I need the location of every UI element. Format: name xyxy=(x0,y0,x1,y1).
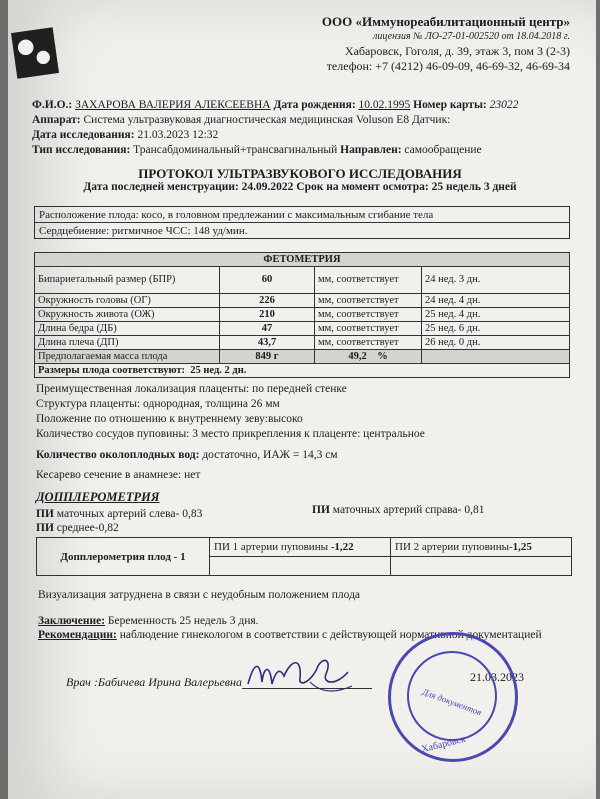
placenta-location: Преимущественная локализация плаценты: по передней стенке xyxy=(36,383,347,395)
clinic-logo-icon xyxy=(11,27,59,78)
recommendations: Рекомендации: наблюдение гинекологом в соответствии с действующей нормативной документацией xyxy=(38,629,542,641)
fetometry-title: ФЕТОМЕТРИЯ xyxy=(35,253,570,267)
amniotic-fluid: Количество околоплодных вод: достаточно, ИАЖ = 14,3 см xyxy=(36,449,338,461)
card-number: 23022 xyxy=(489,99,519,111)
doctor-date: 21.03.2023 xyxy=(470,670,524,684)
clinic-phone: телефон: +7 (4212) 46-09-09, 46-69-32, 46-69-34 xyxy=(326,59,570,73)
fetus-position: Расположение плода: косо, в головном предлежании с максимальным сгибание тела xyxy=(35,207,570,223)
clinic-license: лицензия № ЛО-27-01-002520 от 18.04.2018 г. xyxy=(373,31,570,42)
clinic-address: Хабаровск, Гоголя, д. 39, этаж 3, пом 3 (2-3) xyxy=(344,44,570,58)
study-type-line: Тип исследования: Трансабдоминальный+трансвагинальный Направлен: самообращение xyxy=(32,144,482,156)
signature-icon xyxy=(240,652,360,696)
visualization-note: Визуализация затруднена в связи с неудобным положением плода xyxy=(38,589,361,601)
heartbeat: Сердцебиение: ритмичное ЧСС: 148 уд/мин. xyxy=(35,223,570,239)
protocol-subtitle: Дата последней менструации: 24.09.2022 Срок на момент осмотра: 25 недель 3 дней xyxy=(83,181,517,193)
clinic-name: ООО «Иммунореабилитационный центр» xyxy=(321,14,570,29)
umbilical-vessels: Количество сосудов пуповины: 3 место прикрепления к плаценте: центральное xyxy=(36,428,425,440)
placenta-position: Положение по отношению к внутреннему зеву:высоко xyxy=(36,413,303,425)
doppler-left: ПИ маточных артерий слева- 0,83 xyxy=(36,508,203,520)
doctor-line: Врач :Бабичева Ирина Валерьевна xyxy=(66,675,242,689)
doppler-table-label: Допплерометрия плод - 1 xyxy=(37,538,210,576)
clinic-stamp xyxy=(388,632,518,762)
doppler-table xyxy=(36,537,572,576)
table-row: Длина бедра (ДБ) 47 мм, соответствует 25 нед. 6 дн. xyxy=(35,322,570,336)
clinic-header xyxy=(300,14,570,74)
summary-row: Размеры плода соответствуют: 25 нед. 2 дн. xyxy=(35,364,570,378)
artery-1-pi: ПИ 1 артерии пуповины -1,22 xyxy=(210,538,391,557)
device-line: Аппарат: Система ультразвуковая диагностическая медицинская Voluson E8 Датчик: xyxy=(32,114,451,126)
stamp-city: Хабаровск xyxy=(420,733,467,756)
conclusion: Заключение: Беременность 25 недель 3 дня. xyxy=(38,615,259,627)
doctor-name: Бабичева Ирина Валерьевна xyxy=(97,675,242,689)
patient-name: ЗАХАРОВА ВАЛЕРИЯ АЛЕКСЕЕВНА xyxy=(75,99,271,111)
table-row: Бипариетальный размер (БПР) 60 мм, соответствует 24 нед. 3 дн. xyxy=(35,267,570,294)
doppler-right: ПИ маточных артерий справа- 0,81 xyxy=(312,504,485,516)
stamp-text: Для документов xyxy=(421,686,483,718)
placenta-structure: Структура плаценты: однородная, толщина 26 мм xyxy=(36,398,280,410)
summary-value: 25 нед. 2 дн. xyxy=(190,364,247,376)
table-row: Длина плеча (ДП) 43,7 мм, соответствует 26 нед. 0 дн. xyxy=(35,336,570,350)
mass-row: Предполагаемая масса плода 849 г 49,2 % xyxy=(35,350,570,364)
fetus-location-table xyxy=(34,206,570,239)
artery-2-pi: ПИ 2 артерии пуповины-1,25 xyxy=(391,538,572,557)
study-date-line: Дата исследования: 21.03.2023 12:32 xyxy=(32,129,219,141)
table-row: Окружность головы (ОГ) 226 мм, соответствует 24 нед. 4 дн. xyxy=(35,294,570,308)
doppler-title: ДОППЛЕРОМЕТРИЯ xyxy=(36,490,160,504)
patient-line: Ф.И.О.: ЗАХАРОВА ВАЛЕРИЯ АЛЕКСЕЕВНА Дата рождения: 10.02.1995 Номер карты: 23022 xyxy=(32,99,519,111)
patient-dob: 10.02.1995 xyxy=(358,99,411,111)
protocol-title: ПРОТОКОЛ УЛЬТРАЗВУКОВОГО ИССЛЕДОВАНИЯ xyxy=(138,166,462,181)
cesarean-history: Кесарево сечение в анамнезе: нет xyxy=(36,469,201,481)
mass-value: 849 г xyxy=(220,350,315,364)
fetometry-table xyxy=(34,252,570,378)
doppler-mean: ПИ среднее-0,82 xyxy=(36,522,119,534)
table-row: Окружность живота (ОЖ) 210 мм, соответствует 25 нед. 4 дн. xyxy=(35,308,570,322)
